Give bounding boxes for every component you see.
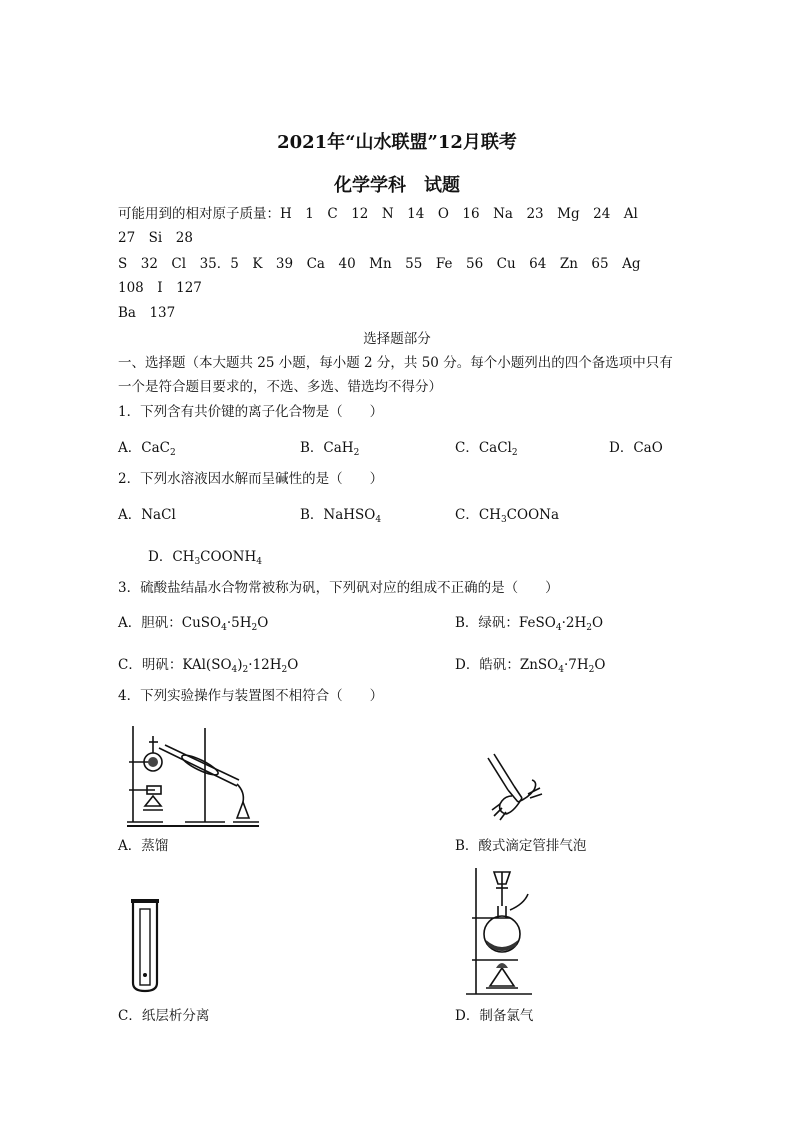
question-3-option-a: A．胆矾：$CuSO_4\cdot 5H_2O$ — [118, 615, 269, 633]
atomic-masses-line-1: 可能用到的相对原子质量：H 1 C 12 N 14 O 16 Na 23 Mg 24 Al — [118, 206, 638, 222]
atomic-masses-line-3: S 32 Cl 35．5 K 39 Ca 40 Mn 55 Fe 56 Cu 64 Zn 65 Ag — [118, 256, 641, 272]
chlorine-preparation-figure — [462, 864, 552, 1000]
subject-title: 化学学科 试题 — [334, 175, 460, 196]
question-1-stem: 1．下列含有共价键的离子化合物是（ ） — [118, 404, 384, 420]
question-4-stem: 4．下列实验操作与装置图不相符合（ ） — [118, 688, 384, 704]
question-2-stem: 2．下列水溶液因水解而呈碱性的是（ ） — [118, 471, 384, 487]
question-3-option-d: D．皓矾：$ZnSO_4\cdot 7H_2O$ — [455, 657, 606, 675]
question-4-option-d: D．制备氯气 — [455, 1008, 534, 1024]
distillation-apparatus-figure — [125, 722, 265, 830]
question-1-option-c: C．CaCl$_2$ — [455, 440, 518, 458]
exam-title: 2021年“山水联盟”12月联考 — [277, 132, 517, 153]
question-1-option-a: A．CaC$_2$ — [118, 440, 176, 458]
atomic-masses-line-2: 27 Si 28 — [118, 230, 193, 246]
question-1-option-b: B．CaH$_2$ — [300, 440, 360, 458]
section-title: 选择题部分 — [363, 331, 431, 347]
section-intro-line-1: 一、选择题（本大题共 25 小题，每小题 2 分，共 50 分。每个小题列出的四个备选项中只有 — [118, 355, 673, 371]
question-2-option-d: D．$CH_3COONH_4$ — [148, 549, 262, 567]
atomic-masses-line-5: Ba 137 — [118, 305, 176, 321]
question-3-option-c: C．明矾：$KAl(SO_4)_2\cdot 12H_2O$ — [118, 657, 299, 675]
question-1-option-d: D．CaO — [609, 440, 663, 456]
question-4-option-b: B．酸式滴定管排气泡 — [455, 838, 587, 854]
question-2-option-b: B．NaHSO$_4$ — [300, 507, 382, 525]
question-2-option-c: C．$CH_3COONa$ — [455, 507, 559, 525]
question-2-option-a: A．NaCl — [118, 507, 176, 523]
burette-bubble-removal-figure — [478, 752, 548, 822]
test-tube-chromatography-figure — [128, 895, 162, 995]
question-3-option-b: B．绿矾：$FeSO_4\cdot 2H_2O$ — [455, 615, 604, 633]
question-3-stem: 3．硫酸盐结晶水合物常被称为矾，下列矾对应的组成不正确的是（ ） — [118, 580, 559, 596]
question-4-option-a: A．蒸馏 — [118, 838, 169, 854]
question-4-option-c: C．纸层析分离 — [118, 1008, 210, 1024]
atomic-masses-line-4: 108 I 127 — [118, 280, 202, 296]
section-intro-line-2: 一个是符合题目要求的，不选、多选、错选均不得分） — [118, 379, 442, 395]
